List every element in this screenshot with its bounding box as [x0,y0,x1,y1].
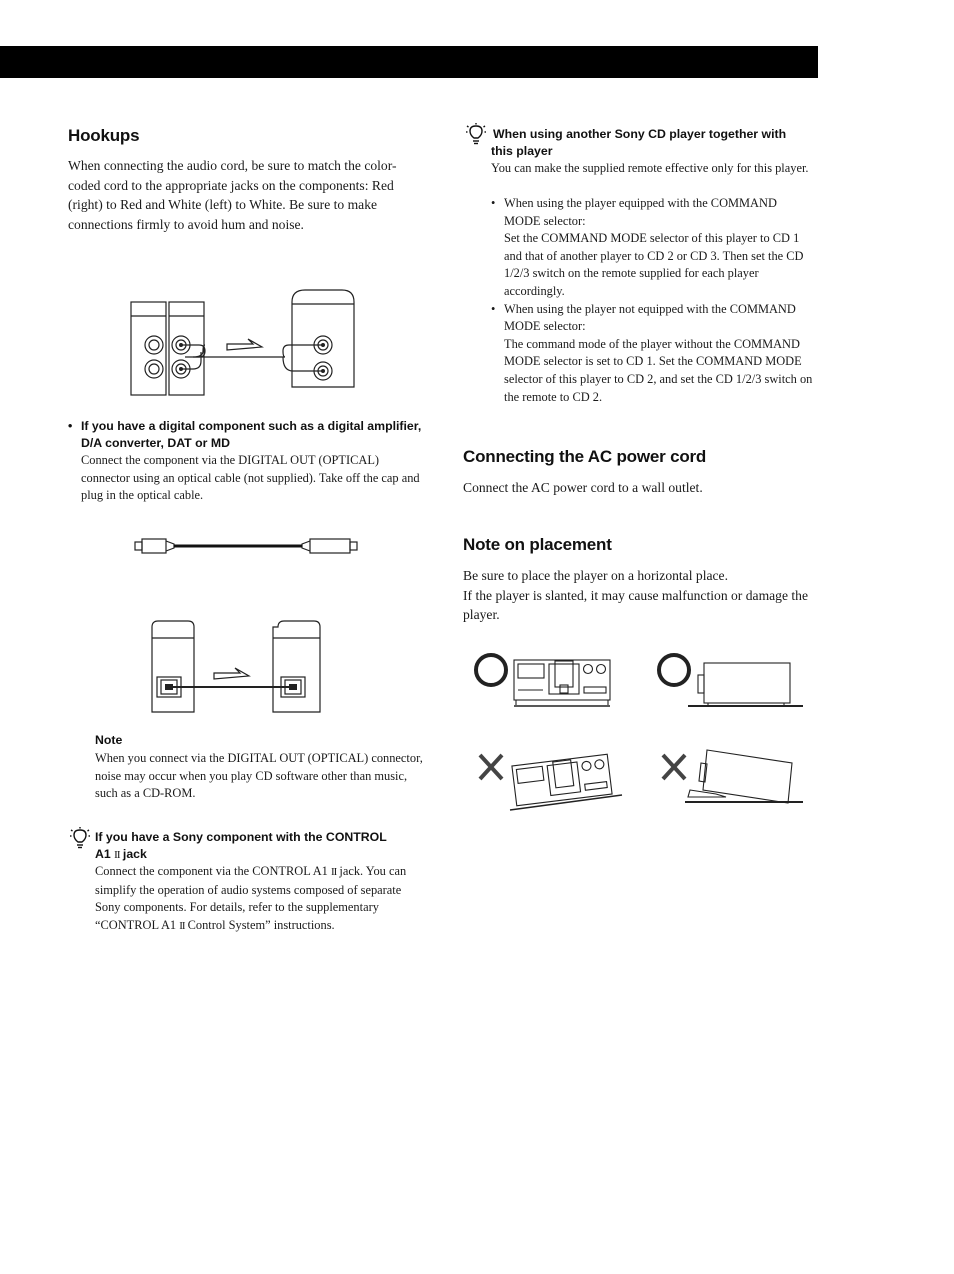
control-tip-body-3: Control System” instructions. [187,917,335,932]
digital-connection-diagram [148,617,326,717]
ac-cord-body: Connect the AC power cord to a wall outlet. [463,480,703,495]
correct-mark-icon [659,655,689,685]
digital-body: Connect the component via the DIGITAL OUT (OPTICAL) connector using an optical cable (not supplied). Take off the cap and plug in the optical cable. [81,453,420,503]
tip-lightbulb-icon [466,123,488,147]
list-item [490,301,816,407]
sony-tip-list [490,195,816,406]
header-bar [0,46,818,78]
placement-line-1: Be sure to place the player on a horizontal place. [463,568,728,583]
sony-tip-heading: When using another Sony CD player together with this player [491,127,787,158]
tip-lightbulb-icon [70,827,92,851]
note-title: Note [95,733,123,747]
sony-tip-item-text: The command mode of the player without the COMMAND MODE selector is set to CD 1. Set the COMMAND MODE selector of this player to CD 2, and set the CD 1/2/3 switch on the remote to CD 2. [504,336,813,404]
control-a1-symbol-icon: II [179,919,185,932]
sony-tip-item-text: Set the COMMAND MODE selector of this player to CD 1 and that of another player to CD 2 or CD 3. Then set the CD 1/2/3 switch on the remote supplied for each player accordingly. [504,231,804,298]
digital-bullet: • [68,419,73,433]
digital-heading: If you have a digital component such as a digital amplifier, D/A converter, DAT or MD [81,419,422,450]
sony-tip-intro: You can make the supplied remote effective only for this player. [491,161,809,175]
sony-tip-item-lead: When using the player equipped with the COMMAND MODE selector: [504,196,777,228]
incorrect-mark-icon [480,755,502,779]
sony-tip-item-lead: When using the player not equipped with the COMMAND MODE selector: [504,301,796,334]
placement-title: Note on placement [463,535,612,554]
optical-cable-diagram [130,535,362,559]
analog-connection-diagram [125,286,365,402]
control-a1-symbol-icon: II [330,866,337,878]
note-body: When you connect via the DIGITAL OUT (OPTICAL) connector, noise may occur when you play CD software other than music, such as a CD-ROM. [95,751,423,801]
incorrect-mark-icon [663,755,685,779]
control-tip-body-2: jack. You can simplify the operation of audio systems composed of separate Sony components. For details, refer to the supplementary “CONTROL A1 [95,864,407,932]
hookups-body: When connecting the audio cord, be sure to match the color-coded cord to the appropriate jacks on the components: Red (right) to Red and White (left) to White. Be sure to make connections firmly to avoid hum and noise. [68,158,397,232]
list-item [490,195,816,301]
control-tip-body [95,863,427,935]
control-tip-heading-text: If you have a Sony component with the CONTROL [95,830,387,844]
control-tip-heading-jack: jack [122,846,147,861]
control-a1-symbol-icon: II [114,848,120,861]
placement-diagram [470,645,810,815]
hookups-title: Hookups [68,126,140,145]
control-tip-body-1: Connect the component via the CONTROL A1 [95,864,328,878]
ac-cord-title: Connecting the AC power cord [463,447,707,466]
placement-line-2: If the player is slanted, it may cause malfunction or damage the player. [463,587,809,623]
placement-body [463,566,813,625]
control-tip-heading [95,829,430,864]
correct-mark-icon [476,655,506,685]
control-tip-heading-a1: A1 [95,846,111,861]
